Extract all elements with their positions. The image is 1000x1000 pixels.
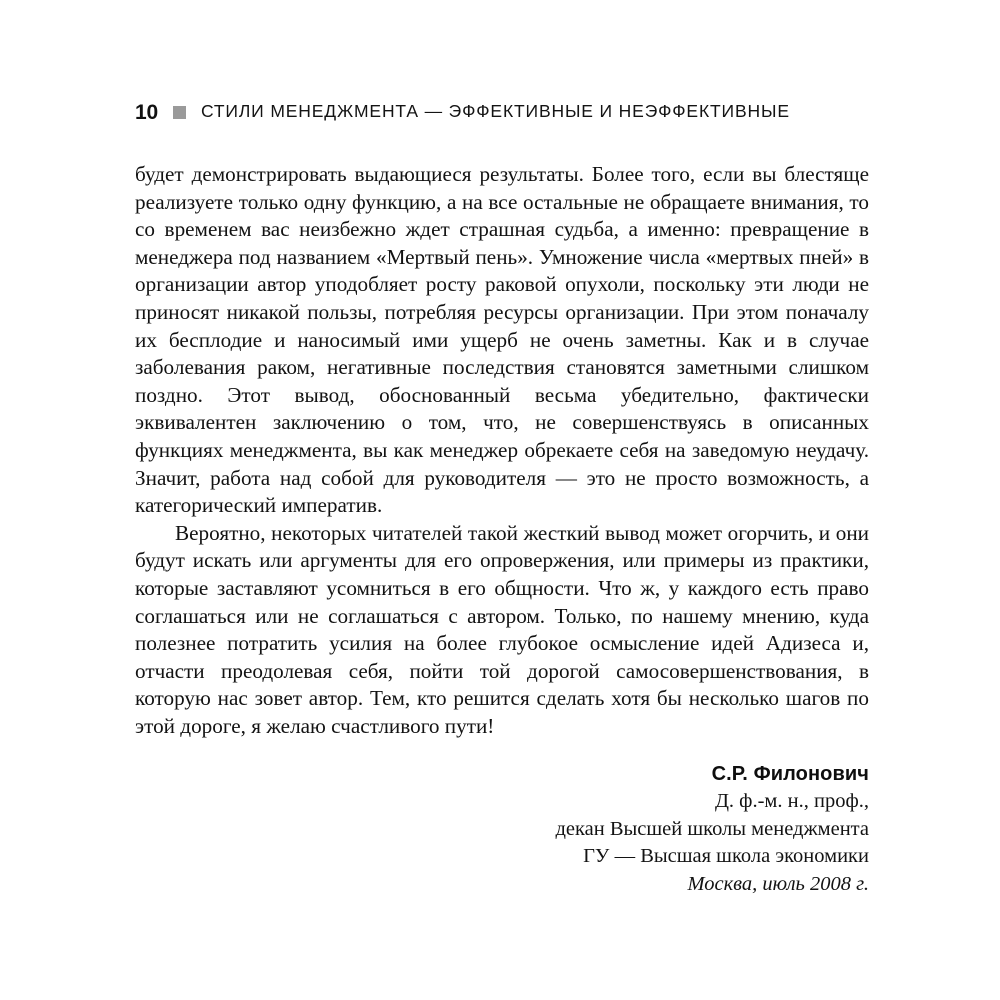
- page-number: 10: [135, 100, 158, 124]
- signature-place-date: Москва, июль 2008 г.: [687, 872, 869, 895]
- body-paragraph-1: будет демонстрировать выдающиеся результаты. Более того, если вы блестяще реализуете только одну функцию, а на все остальные не обращаете внимания, то со временем вас неизбежно ждет страшная судьба, а именно: превращение в менеджера под названием «Мертвый пень». Умножение числа «мертвых пней» в организации автор уподобляет росту раковой опухоли, поскольку эти люди не приносят никакой пользы, потребляя ресурсы организации. При этом поначалу их бесплодие и наносимый ими ущерб не очень заметны. Как и в случае заболевания раком, негативные последствия становятся заметными слишком поздно. Этот вывод, обоснованный весьма убедительно, фактически эквивалентен заключению о том, что, не совершенствуясь в описанных функциях менеджмента, вы как менеджер обрекаете себя на заведомую неудачу. Значит, работа над собой для руководителя — это не просто возможность, а категорический императив.: [135, 162, 869, 518]
- signature-block: [309, 760, 869, 898]
- gray-square-icon: [173, 106, 186, 119]
- running-head-title: СТИЛИ МЕНЕДЖМЕНТА — ЭФФЕКТИВНЫЕ И НЕЭФФЕКТИВНЫЕ: [200, 101, 790, 122]
- signature-position: декан Высшей школы менеджмента: [555, 817, 869, 840]
- running-head: [135, 98, 870, 126]
- signature-author-name: С.Р. Филонович: [711, 763, 869, 785]
- body-paragraph-2: Вероятно, некоторых читателей такой жесткий вывод может огорчить, и они будут искать или аргументы для его опровержения, или примеры из практики, которые заставляют усомниться в его общности. Что ж, у каждого есть право соглашаться или не соглашаться с автором. Только, по нашему мнению, куда полезнее потратить усилия на более глубокое осмысление идей Адизеса и, отчасти преодолевая себя, пойти той дорогой самосовершенствования, в которую нас зовет автор. Тем, кто решится сделать хотя бы несколько шагов по этой дороге, я желаю счастливого пути!: [135, 520, 869, 738]
- signature-degree: Д. ф.-м. н., проф.,: [714, 790, 869, 812]
- signature-institution: ГУ — Высшая школа экономики: [583, 845, 869, 867]
- body-text: [135, 161, 869, 740]
